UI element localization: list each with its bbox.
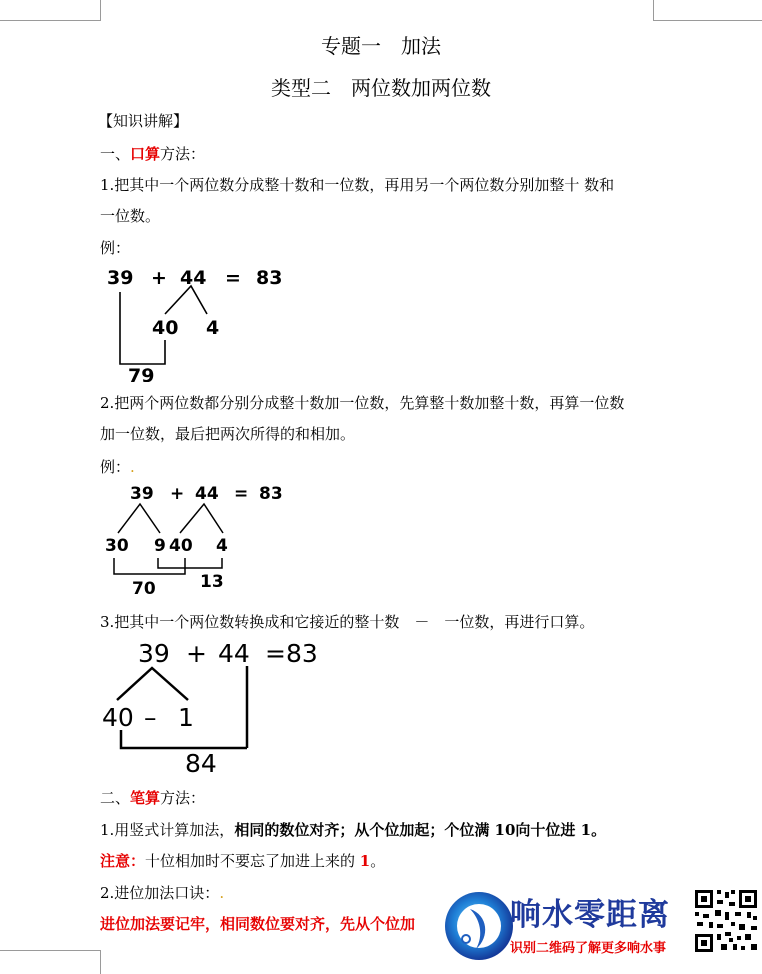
section-written-heading [100, 787, 205, 808]
example3-diagram [100, 636, 340, 776]
ex2-t2: 40 [169, 536, 193, 556]
knowledge-heading: 【知识讲解】 [98, 112, 189, 130]
note-end: 。 [370, 852, 386, 870]
ex1-split-lines [165, 286, 207, 314]
method1-line2: 一位数。 [100, 207, 161, 225]
section-written-keyword: 笔算 [130, 789, 161, 807]
addition-rhyme: 进位加法要记牢，相同数位要对齐，先从个位加 [100, 915, 416, 933]
ex2-bracket-ones [158, 558, 222, 568]
example2-label [100, 456, 135, 477]
brand-watermark [440, 885, 762, 973]
ex2-a: 39 [130, 484, 154, 504]
ex1-tens: 40 [152, 317, 179, 339]
ex2-split-lines-a [118, 504, 160, 533]
ex1-partial: 79 [128, 365, 155, 382]
crop-mark-top-left [0, 0, 101, 21]
ex2-sum-tens: 70 [132, 579, 156, 598]
note-number: 1 [359, 852, 371, 870]
example2-label-text: 例： [100, 458, 131, 476]
note-text: 十位相加时不要忘了加进上来的 [145, 852, 360, 870]
ex3-a: 39 [138, 639, 170, 668]
ex3-partial: 84 [185, 749, 217, 776]
ex1-ones: 4 [206, 317, 220, 339]
example2-dot: . [130, 458, 135, 476]
example2-diagram [100, 478, 300, 598]
note-line [100, 850, 385, 871]
section-written-suffix: 方法： [160, 789, 206, 807]
ex3-b: 44 [218, 639, 250, 668]
written-rule-2 [100, 882, 224, 903]
crop-mark-bottom-left [0, 950, 101, 974]
ex1-a: 39 [107, 267, 134, 289]
crop-mark-top-right [653, 0, 762, 21]
example1-label: 例： [100, 239, 131, 257]
ex2-sum-ones: 13 [200, 572, 224, 592]
ex1-op: + [151, 267, 167, 289]
ex1-b: 44 [180, 267, 207, 289]
ex3-op: + [186, 639, 207, 668]
note-label: 注意： [100, 852, 146, 870]
section-oral-suffix: 方法： [160, 145, 206, 163]
written-rule-1 [100, 819, 606, 840]
method1-line1: 1.把其中一个两位数分成整十数和一位数，再用另一个两位数分别加整十 数和 [100, 176, 615, 194]
written-rule-1-normal: 1.用竖式计算加法， [100, 821, 235, 839]
ex3-ones: 1 [178, 703, 194, 732]
ex2-result: 83 [259, 484, 283, 504]
written-rule-2-dot: . [219, 884, 225, 902]
section-oral-heading [100, 143, 205, 164]
ex2-eq: = [234, 484, 249, 504]
ex3-eq-result: =83 [265, 639, 318, 668]
ex3-split-lines [117, 668, 188, 700]
ex2-b: 44 [195, 484, 219, 504]
brand-name: 响水零距离 [510, 897, 670, 933]
section-oral-prefix: 一、 [100, 145, 131, 163]
brand-slogan: 识别二维码了解更多响水事 [510, 941, 667, 956]
ex3-tens: 40 [102, 703, 134, 732]
example1-diagram [100, 262, 300, 382]
method2-line1: 2.把两个两位数都分别分成整十数加一位数，先算整十数加整十数，再算一位数 [100, 394, 625, 412]
ex1-eq: = [225, 267, 241, 289]
brand-logo-icon [440, 887, 518, 965]
ex3-bracket [121, 730, 247, 748]
ex1-result: 83 [256, 267, 283, 289]
written-rule-2-text: 2.进位加法口诀： [100, 884, 220, 902]
ex2-o2: 4 [216, 536, 228, 556]
ex2-o1: 9 [154, 536, 166, 556]
doc-subtitle: 类型二 两位数加两位数 [271, 76, 491, 100]
method3-line1: 3.把其中一个两位数转换成和它接近的整十数 － 一位数，再进行口算。 [100, 613, 595, 631]
doc-title: 专题一 加法 [321, 34, 441, 58]
ex2-split-lines-b [180, 504, 223, 533]
method2-line2: 加一位数，最后把两次所得的和相加。 [100, 425, 356, 443]
ex2-op: + [170, 484, 185, 504]
ex2-bracket-tens [114, 558, 185, 574]
ex3-minus: – [144, 703, 157, 732]
written-rule-1-bold: 相同的数位对齐；从个位加起；个位满 10向十位进 1。 [234, 821, 607, 839]
ex2-t1: 30 [105, 536, 129, 556]
section-written-prefix: 二、 [100, 789, 131, 807]
section-oral-keyword: 口算 [130, 145, 161, 163]
qr-code-icon [693, 888, 759, 954]
